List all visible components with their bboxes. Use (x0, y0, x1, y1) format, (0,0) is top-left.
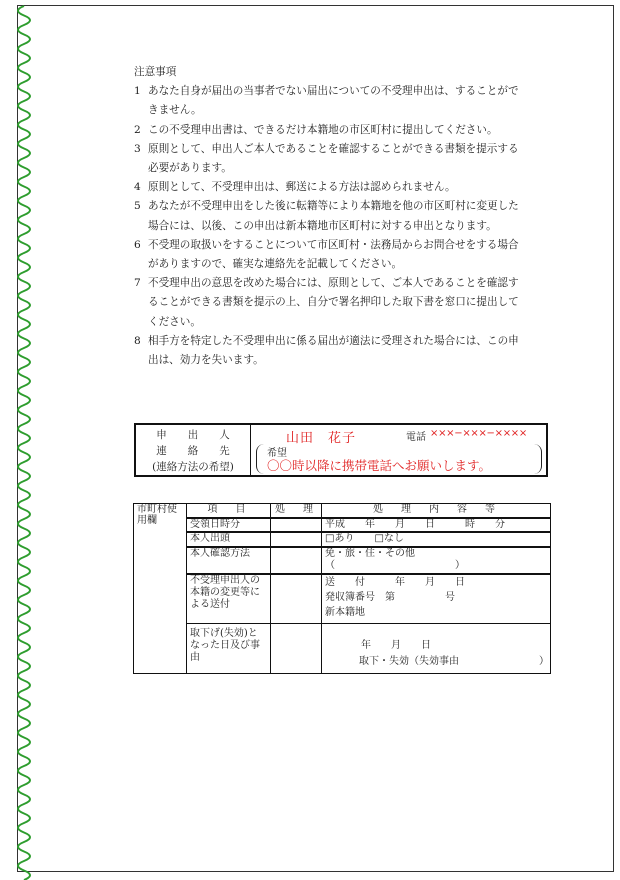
row-process-appearance[interactable] (271, 532, 322, 547)
row-detail-received: 平成 年 月 日 時 分 (322, 518, 551, 533)
applicant-name: 山田 花子 (286, 431, 357, 446)
withdrawal-date-line: 年 月 日 (361, 640, 431, 651)
contact-label-contact: 連 絡 先 (156, 445, 230, 457)
contact-message: 〇〇時以降に携帯電話へお願いします。 (267, 458, 492, 473)
notes-section (134, 63, 529, 370)
office-use-table (133, 503, 551, 674)
hope-label: 希望 (267, 448, 287, 459)
note-item: 3 原則として、申出人ご本人であることを確認することができる書類を提示する必要があります。 (134, 142, 519, 175)
note-item: 8 相手方を特定した不受理申出に係る届出が適法に受理された場合には、この申出は、効力を失います。 (134, 334, 519, 367)
note-item: 5 あなたが不受理申出をした後に転籍等により本籍地を他の市区町村に変更した場合には、以後、この申出は新本籍地市区町村に対する申出となります。 (134, 200, 519, 232)
row-process-received[interactable] (271, 518, 322, 533)
row-detail-withdrawal (322, 624, 551, 674)
row-detail-appearance: □あり □なし (322, 532, 551, 547)
note-item: 7 不受理申出の意思を改めた場合には、原則として、ご本人であることを確認することができる書類を提示の上、自分で署名押印した取下書を窓口に提出してください。 (134, 277, 519, 328)
contact-label-method: (連絡方法の希望) (152, 461, 234, 473)
row-item-received: 受領日時分 (187, 518, 271, 533)
transfer-register-line: 発収簿番号 第 号 (325, 591, 455, 603)
contact-box (134, 423, 548, 477)
row-detail-identity: 免・旅・住・その他（ ） (322, 547, 551, 574)
col-header-item: 項 目 (187, 504, 271, 518)
note-item: 4 原則として、不受理申出は、郵送による方法は認められません。 (134, 181, 456, 194)
wavy-binding-line (0, 0, 40, 880)
row-item-identity: 本人確認方法 (187, 547, 271, 574)
notes-heading: 注意事項 (134, 66, 177, 78)
contact-label-applicant: 申 出 人 (156, 429, 230, 441)
transfer-new-domicile-line: 新本籍地 (325, 606, 365, 618)
col-header-detail: 処 理 内 容 等 (322, 504, 551, 518)
office-side-label: 市町村使用欄 (134, 504, 187, 674)
note-item: 6 不受理の取扱いをすることについて市区町村・法務局からお問合せをする場合がありますので、確実な連絡先を記載してください。 (134, 238, 519, 271)
phone-label: 電話 (406, 432, 426, 443)
contact-label-cell (136, 425, 251, 475)
note-item: 2 この不受理申出書は、できるだけ本籍地の市区町村に提出してください。 (134, 123, 498, 136)
phone-number: ×××−×××−×××× (430, 428, 527, 439)
row-item-withdrawal: 取下げ(失効)となった日及び事由 (187, 624, 271, 674)
row-process-withdrawal[interactable] (271, 624, 322, 674)
col-header-process: 処 理 (271, 504, 322, 518)
row-item-appearance: 本人出頭 (187, 532, 271, 547)
row-item-transfer: 不受理申出人の本籍の変更等による送付 (187, 574, 271, 624)
transfer-date-line: 送 付 年 月 日 (325, 576, 465, 588)
note-item: 1 あなた自身が届出の当事者でない届出についての不受理申出は、することができません。 (134, 85, 519, 117)
withdrawal-reason-line: 取下・失効（失効事由 ） (359, 656, 549, 667)
row-process-transfer[interactable] (271, 574, 322, 624)
row-process-identity[interactable] (271, 547, 322, 574)
row-detail-transfer (322, 574, 551, 624)
